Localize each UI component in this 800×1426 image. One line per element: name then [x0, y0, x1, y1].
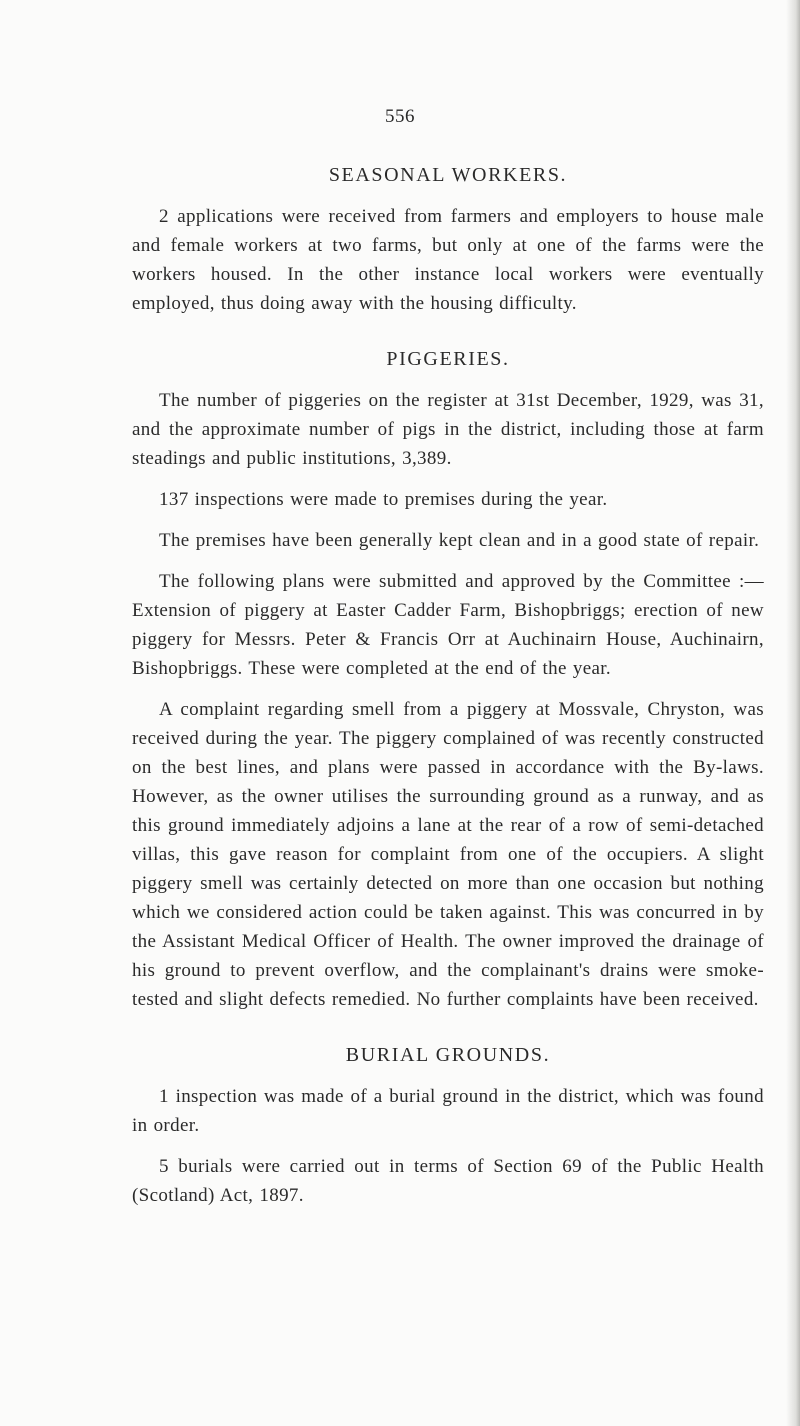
paragraph: 137 inspections were made to premises during the year.	[159, 489, 608, 510]
section-burial-grounds	[132, 1040, 764, 1210]
document-body	[132, 160, 764, 1222]
page-number: 556	[385, 106, 415, 127]
paragraph: A complaint regarding smell from a piggery at Mossvale, Chryston, was received during the year. The piggery complained of was recently constructed on the best lines, and plans were passed in accordance with the By-laws. However, as the owner utilises the surrounding ground as a runway, and as this ground immediately adjoins a lane at the rear of a row of semi-detached villas, this gave reason for complaint from one of the occupiers. A slight piggery smell was certainly detected on more than one occasion but nothing which we considered action could be taken against. This was concurred in by the Assistant Medical Officer of Health. The owner improved the drainage of his ground to prevent overflow, and the complainant's drains were smoke-tested and slight defects remedied. No further complaints have been received.	[132, 699, 764, 1010]
section-seasonal-workers	[132, 160, 764, 318]
section-heading: PIGGERIES.	[386, 348, 510, 370]
paragraph: The premises have been generally kept clean and in a good state of repair.	[159, 530, 760, 551]
paragraph: 1 inspection was made of a burial ground in the district, which was found in order.	[132, 1086, 764, 1136]
paragraph: 5 burials were carried out in terms of Section 69 of the Public Health (Scotland) Act, 1897.	[132, 1156, 764, 1206]
section-piggeries	[132, 344, 764, 1014]
paragraph: The number of piggeries on the register at 31st December, 1929, was 31, and the approximate number of pigs in the district, including those at farm steadings and public institutions, 3,389.	[132, 390, 764, 469]
section-heading: BURIAL GROUNDS.	[345, 1044, 551, 1066]
paragraph: The following plans were submitted and approved by the Committee :—Extension of piggery at Easter Cadder Farm, Bishopbriggs; erection of new piggery for Messrs. Peter & Francis Orr at Auchinairn House, Auchinairn, Bishopbriggs. These were completed at the end of the year.	[132, 571, 764, 679]
page-edge-shadow	[786, 0, 800, 1426]
paragraph: 2 applications were received from farmers and employers to house male and female workers at two farms, but only at one of the farms were the workers housed. In the other instance local workers were eventually employed, thus doing away with the housing difficulty.	[132, 206, 764, 314]
section-heading: SEASONAL WORKERS.	[328, 164, 568, 186]
